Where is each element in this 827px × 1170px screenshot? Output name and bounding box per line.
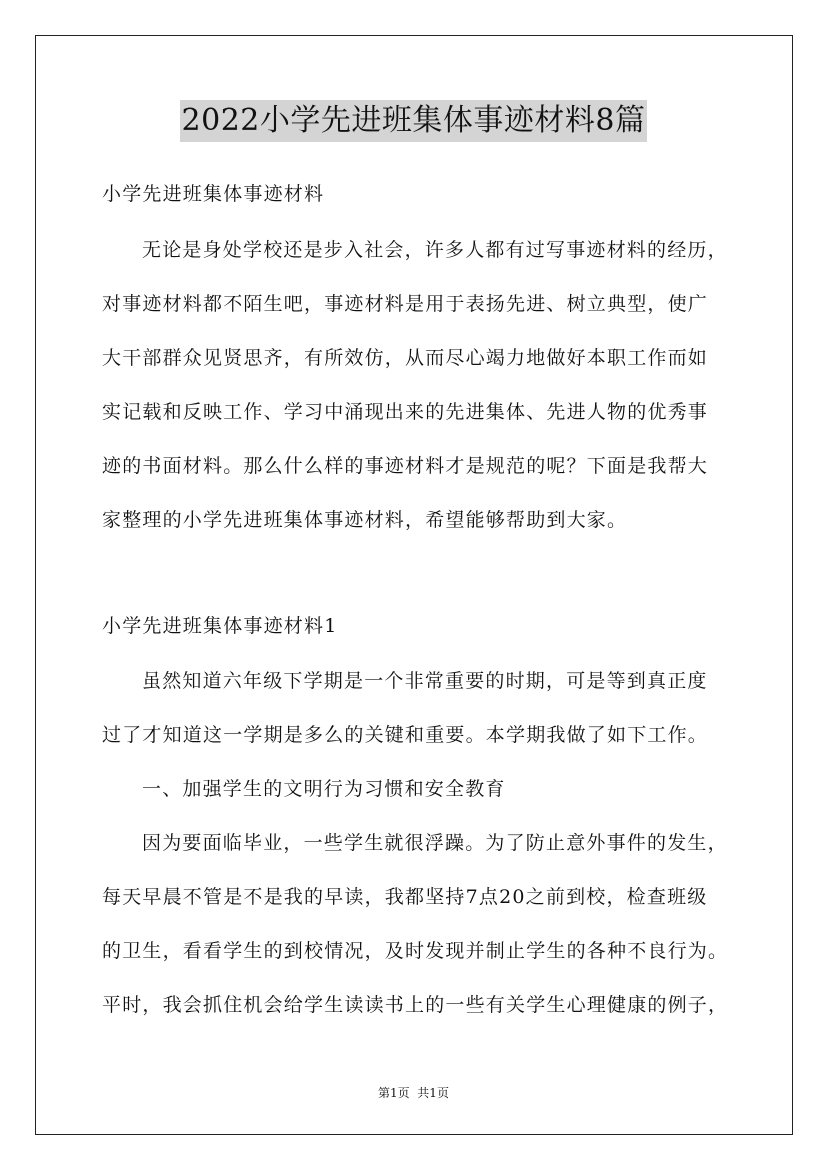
section-heading: 小学先进班集体事迹材料 (102, 183, 325, 205)
paragraph-line: 平时，我会抓住机会给学生读读书上的一些有关学生心理健康的例子， (102, 994, 729, 1016)
paragraph-line: 实记载和反映工作、学习中涌现出来的先进集体、先进人物的优秀事 (102, 401, 709, 423)
paragraph-line: 每天早晨不管是不是我的早读，我都坚持7点20之前到校，检查班级 (102, 886, 708, 908)
paragraph-line: 的卫生，看看学生的到校情况，及时发现并制止学生的各种不良行为。 (102, 940, 729, 962)
paragraph-line: 迹的书面材料。那么什么样的事迹材料才是规范的呢？下面是我帮大 (102, 455, 709, 477)
paragraph-line: 大干部群众见贤思齐，有所效仿，从而尽心竭力地做好本职工作而如 (102, 347, 709, 369)
section-heading: 小学先进班集体事迹材料1 (102, 615, 338, 637)
paragraph-line: 家整理的小学先进班集体事迹材料，希望能够帮助到大家。 (102, 509, 628, 531)
title-container (0, 100, 827, 142)
paragraph-line: 虽然知道六年级下学期是一个非常重要的时期，可是等到真正度 (142, 670, 708, 692)
paragraph-line: 对事迹材料都不陌生吧，事迹材料是用于表扬先进、树立典型，使广 (102, 293, 709, 315)
paragraph-line: 无论是身处学校还是步入社会，许多人都有过写事迹材料的经历， (142, 239, 728, 261)
document-title: 2022小学先进班集体事迹材料8篇 (180, 100, 648, 142)
subheading: 一、加强学生的文明行为习惯和安全教育 (142, 778, 506, 800)
paragraph-line: 过了才知道这一学期是多么的关键和重要。本学期我做了如下工作。 (102, 724, 709, 746)
page-footer: 第1页 共1页 (378, 1086, 449, 1100)
paragraph-line: 因为要面临毕业，一些学生就很浮躁。为了防止意外事件的发生， (142, 832, 728, 854)
